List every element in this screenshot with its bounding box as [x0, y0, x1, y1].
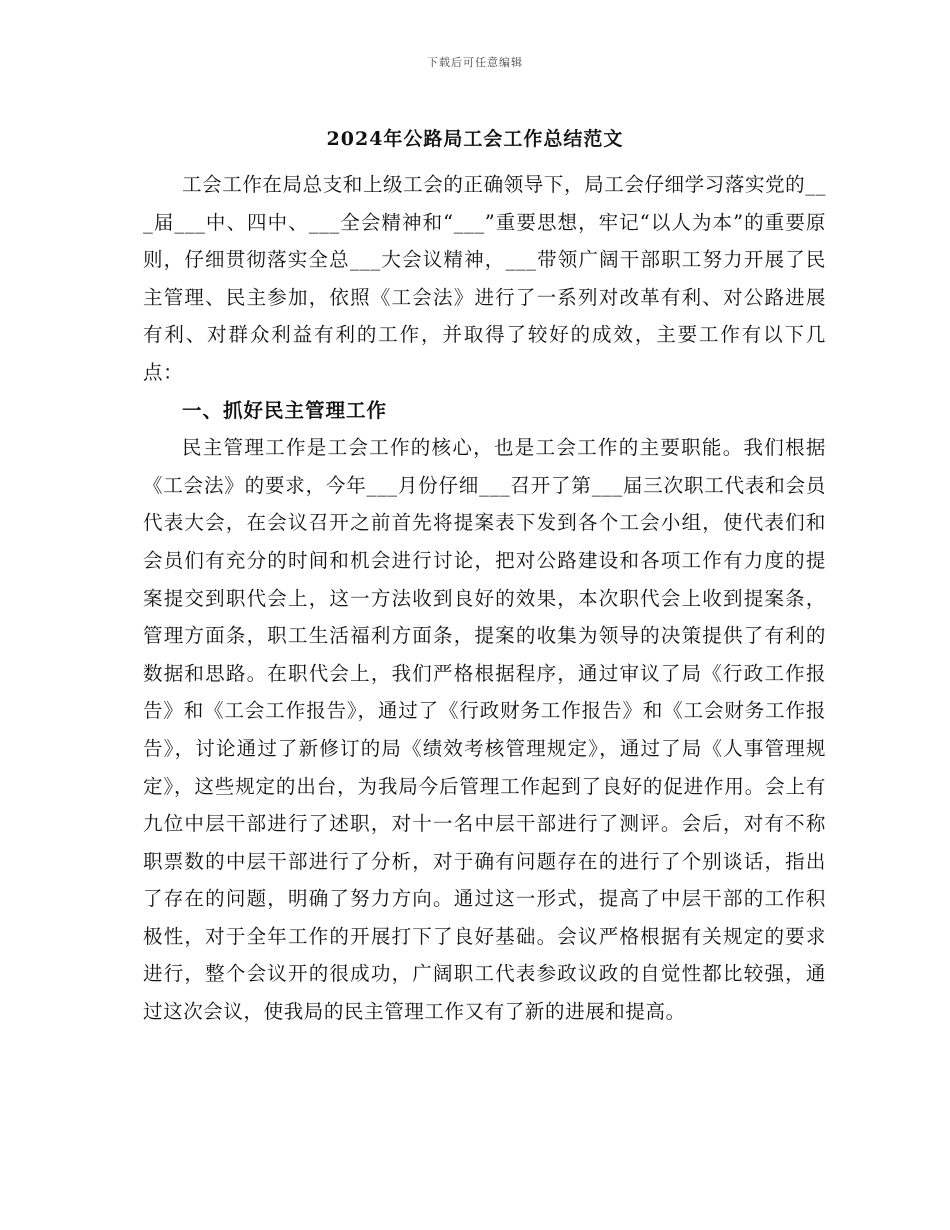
intro-paragraph: 工会工作在局总支和上级工会的正确领导下，局工会仔细学习落实党的___届___中、四中、___全会精神和“___”重要思想，牢记“以人为本”的重要原则，仔细贯彻落实全总___大会议精神，___带领广阔干部职工努力开展了民主管理、民主参加，依照《工会法》进行了一系列对改革有利、对公路进展有利、对群众利益有利的工作，并取得了较好的成效，主要工作有以下几点：: [143, 173, 826, 384]
section-paragraph: 民主管理工作是工会工作的核心，也是工会工作的主要职能。我们根据《工会法》的要求，今年___月份仔细___召开了第___届三次职工代表和会员代表大会，在会议召开之前首先将提案表下发到各个工会小组，使代表们和会员们有充分的时间和机会进行讨论，把对公路建设和各项工作有力度的提案提交到职代会上，这一方法收到良好的效果，本次职代会上收到提案条，管理方面条，职工生活福利方面条，提案的收集为领导的决策提供了有利的数据和思路。在职代会上，我们严格根据程序，通过审议了局《行政工作报告》和《工会工作报告》，通过了《行政财务工作报告》和《工会财务工作报告》，讨论通过了新修订的局《绩效考核管理规定》，通过了局《人事管理规定》，这些规定的出台，为我局今后管理工作起到了良好的促进作用。会上有九位中层干部进行了述职，对十一名中层干部进行了测评。会后，对有不称职票数的中层干部进行了分析，对于确有问题存在的进行了个别谈话，指出了存在的问题，明确了努力方向。通过这一形式，提高了中层干部的工作积极性，对于全年工作的开展打下了良好基础。会议严格根据有关规定的要求进行，整个会议开的很成功，广阔职工代表参政议政的自觉性都比较强，通过这次会议，使我局的民主管理工作又有了新的进展和提高。: [143, 436, 826, 1024]
section-heading: 一、抓好民主管理工作: [182, 398, 388, 422]
page-title: 2024年公路局工会工作总结范文: [326, 128, 624, 150]
header-note: 下载后可任意编辑: [427, 56, 523, 69]
document-body: [143, 166, 826, 1031]
